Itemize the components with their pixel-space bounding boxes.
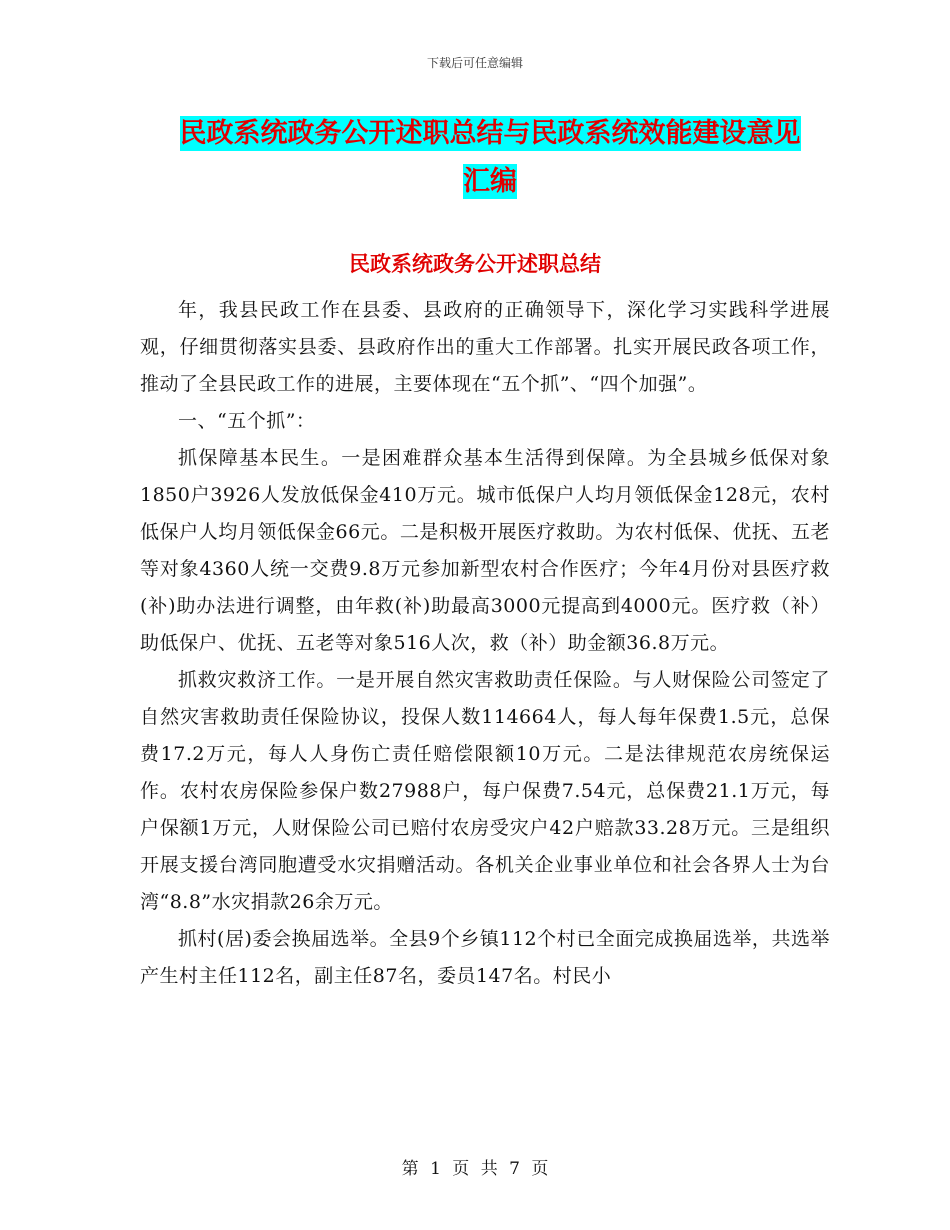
paragraph: 抓村(居)委会换届选举。全县9个乡镇112个村已全面完成换届选举，共选举产生村主任112名，副主任87名，委员147名。村民小 <box>140 928 830 987</box>
document-title-line2: 汇编 <box>463 166 517 197</box>
section-title: 民政系统政务公开述职总结 <box>349 251 601 276</box>
paragraph: 抓保障基本民生。一是困难群众基本生活得到保障。为全县城乡低保对象1850户3926人发放低保金410万元。城市低保户人均月领低保金128元，农村低保户人均月领低保金66元。二是积极开展医疗救助。为农村低保、优抚、五老等对象4360人统一交费9.8万元参加新型农村合作医疗；今年4月份对县医疗救(补)助办法进行调整，由年救(补)助最高3000元提高到4000元。医疗救（补）助低保户、优抚、五老等对象516人次，救（补）助金额36.8万元。 <box>140 447 830 654</box>
paragraph: 一、“五个抓”： <box>178 410 316 432</box>
paragraph: 抓救灾救济工作。一是开展自然灾害救助责任保险。与人财保险公司签定了自然灾害救助责任保险协议，投保人数114664人，每人每年保费1.5元，总保费17.2万元，每人人身伤亡责任赔偿限额10万元。二是法律规范农房统保运作。农村农房保险参保户数27988户，每户保费7.54元，总保费21.1万元，每户保额1万元，人财保险公司已赔付农房受灾户42户赔款33.28万元。三是组织开展支援台湾同胞遭受水灾捐赠活动。各机关企业事业单位和社会各界人士为台湾“8.8”水灾捐款26余万元。 <box>140 669 830 913</box>
body-text <box>140 292 830 995</box>
document-title-line1: 民政系统政务公开述职总结与民政系统效能建设意见 <box>179 118 801 149</box>
document-title <box>140 110 840 206</box>
paragraph: 年，我县民政工作在县委、县政府的正确领导下，深化学习实践科学进展观，仔细贯彻落实县委、县政府作出的重大工作部署。扎实开展民政各项工作，推动了全县民政工作的进展，主要体现在“五个抓”、“四个加强”。 <box>140 299 830 395</box>
page-number: 第 1 页 共 7 页 <box>401 1159 549 1179</box>
header-note: 下载后可任意编辑 <box>426 56 523 70</box>
